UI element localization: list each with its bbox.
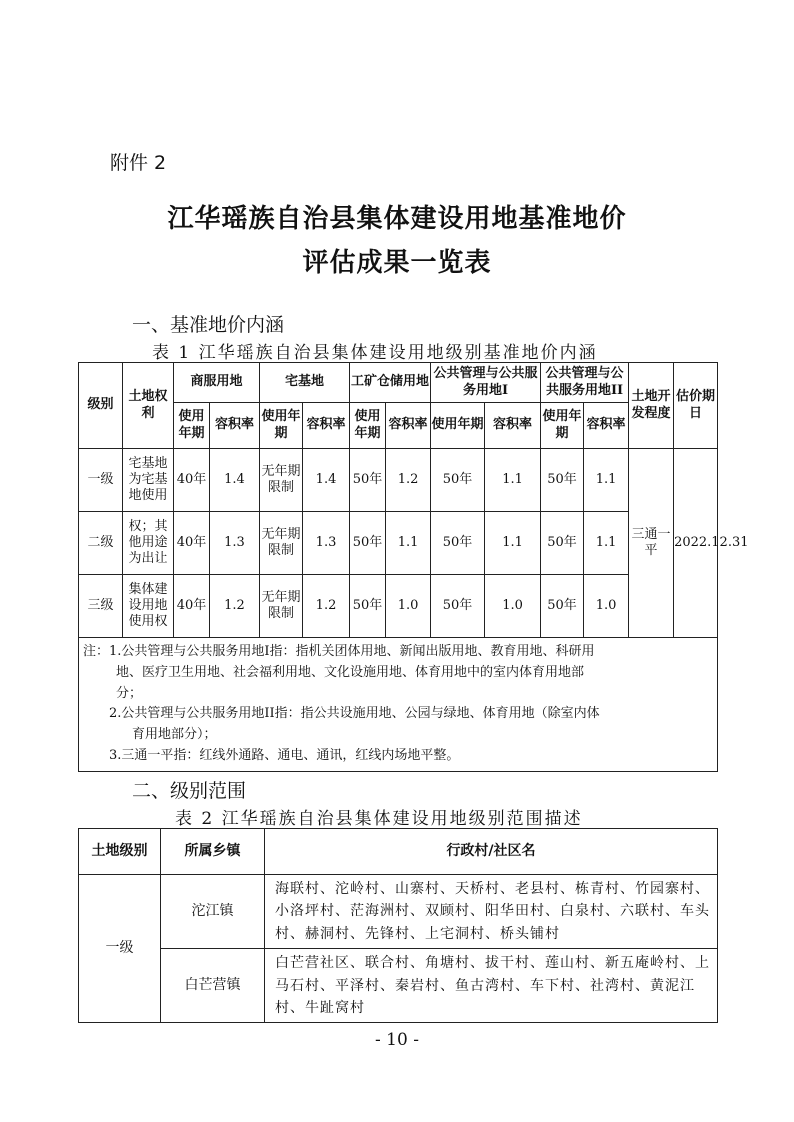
subheader-term: 使用年期 xyxy=(541,403,584,449)
note-1b: 地、医疗卫生用地、社会福利用地、文化设施用地、体育用地中的室内体育用地部 xyxy=(116,664,585,680)
cell-term: 40年 xyxy=(174,449,210,512)
section1-heading: 一、基准地价内涵 xyxy=(132,314,285,336)
table1-caption: 表 1 江华瑶族自治县集体建设用地级别基准地价内涵 xyxy=(152,343,598,363)
header-town: 所属乡镇 xyxy=(161,829,265,875)
note-3: 3.三通一平指：红线外通路、通电、通讯，红线内场地平整。 xyxy=(109,747,460,763)
header-valuation-date: 估价期日 xyxy=(674,363,718,449)
document-title-line2: 评估成果一览表 xyxy=(302,248,492,278)
village-list: 海联村、沱岭村、山寨村、天桥村、老县村、栋青村、竹园寨村、小洛坪村、茫海洲村、双顾村、阳华田村、白泉村、六联村、车头村、赫洞村、先锋村、上宅洞村、桥头铺村 xyxy=(265,875,718,949)
section2-heading: 二、级别范围 xyxy=(132,780,247,802)
cell-ratio: 1.4 xyxy=(303,449,350,512)
town-name: 沱江镇 xyxy=(161,875,265,949)
cell-ratio: 1.4 xyxy=(210,449,260,512)
page-number: - 10 - xyxy=(375,1030,419,1050)
cell-term: 50年 xyxy=(431,449,485,512)
document-title-line1: 江华瑶族自治县集体建设用地基准地价 xyxy=(167,204,627,234)
land-price-table xyxy=(78,362,749,772)
subheader-ratio: 容积率 xyxy=(210,403,260,449)
cell-ratio: 1.0 xyxy=(584,575,629,638)
header-land-level: 土地级别 xyxy=(79,829,161,875)
subheader-ratio: 容积率 xyxy=(584,403,629,449)
cell-term: 40年 xyxy=(174,512,210,575)
cell-term: 50年 xyxy=(541,449,584,512)
land-right-text-3: 集体建设用地使用权 xyxy=(123,575,174,638)
cell-term: 50年 xyxy=(431,575,485,638)
subheader-ratio: 容积率 xyxy=(485,403,541,449)
valuation-date-value: 2022.12.31 xyxy=(674,449,718,638)
cell-ratio: 1.1 xyxy=(386,512,431,575)
cell-ratio: 1.0 xyxy=(386,575,431,638)
table1-notes xyxy=(79,638,718,772)
cell-ratio: 1.2 xyxy=(303,575,350,638)
level-range-table xyxy=(78,828,718,1023)
header-level: 级别 xyxy=(79,363,123,449)
cell-ratio: 1.2 xyxy=(210,575,260,638)
header-public2: 公共管理与公共服务用地II xyxy=(541,363,629,403)
cell-term: 40年 xyxy=(174,575,210,638)
cell-ratio: 1.1 xyxy=(485,449,541,512)
cell-term: 无年期限制 xyxy=(260,575,303,638)
subheader-term: 使用年期 xyxy=(260,403,303,449)
cell-term: 50年 xyxy=(350,575,386,638)
subheader-term: 使用年期 xyxy=(431,403,485,449)
cell-term: 50年 xyxy=(350,449,386,512)
header-industrial: 工矿仓储用地 xyxy=(350,363,431,403)
land-right-text-1: 宅基地为宅基地使用 xyxy=(123,449,174,512)
row-level: 二级 xyxy=(79,512,123,575)
note-2a: 2.公共管理与公共服务用地II指：指公共设施用地、公园与绿地、体育用地（除室内体 xyxy=(109,706,600,722)
header-public1: 公共管理与公共服务用地I xyxy=(431,363,541,403)
table2-caption: 表 2 江华瑶族自治县集体建设用地级别范围描述 xyxy=(175,809,583,829)
row-level: 一级 xyxy=(79,449,123,512)
subheader-ratio: 容积率 xyxy=(303,403,350,449)
row-level: 三级 xyxy=(79,575,123,638)
cell-term: 50年 xyxy=(541,512,584,575)
cell-ratio: 1.1 xyxy=(485,512,541,575)
attachment-label: 附件 2 xyxy=(110,152,167,174)
note-1a: 注：1.公共管理与公共服务用地I指：指机关团体用地、新闻出版用地、教育用地、科研用 xyxy=(83,644,595,659)
header-development: 土地开发程度 xyxy=(629,363,674,449)
cell-ratio: 1.2 xyxy=(386,449,431,512)
cell-term: 50年 xyxy=(350,512,386,575)
cell-term: 无年期限制 xyxy=(260,449,303,512)
cell-ratio: 1.1 xyxy=(584,512,629,575)
header-land-right: 土地权利 xyxy=(123,363,174,449)
cell-term: 50年 xyxy=(541,575,584,638)
note-1c: 分； xyxy=(116,685,143,701)
village-list: 白芒营社区、联合村、角塘村、拔干村、莲山村、新五庵岭村、上马石村、平泽村、秦岩村、鱼古湾村、车下村、社湾村、黄泥江村、牛趾窝村 xyxy=(265,949,718,1023)
development-value: 三通一平 xyxy=(629,449,674,638)
town-name: 白芒营镇 xyxy=(161,949,265,1023)
cell-term: 无年期限制 xyxy=(260,512,303,575)
cell-ratio: 1.3 xyxy=(303,512,350,575)
header-residential: 宅基地 xyxy=(260,363,350,403)
cell-ratio: 1.0 xyxy=(485,575,541,638)
level-value: 一级 xyxy=(79,875,161,1023)
land-right-text-2: 权；其他用途为出让 xyxy=(123,512,174,575)
note-2b: 育用地部分）； xyxy=(132,727,217,743)
subheader-ratio: 容积率 xyxy=(386,403,431,449)
header-commercial: 商服用地 xyxy=(174,363,260,403)
cell-ratio: 1.3 xyxy=(210,512,260,575)
cell-term: 50年 xyxy=(431,512,485,575)
subheader-term: 使用年期 xyxy=(174,403,210,449)
cell-ratio: 1.1 xyxy=(584,449,629,512)
subheader-term: 使用年期 xyxy=(350,403,386,449)
header-villages: 行政村/社区名 xyxy=(265,829,718,875)
